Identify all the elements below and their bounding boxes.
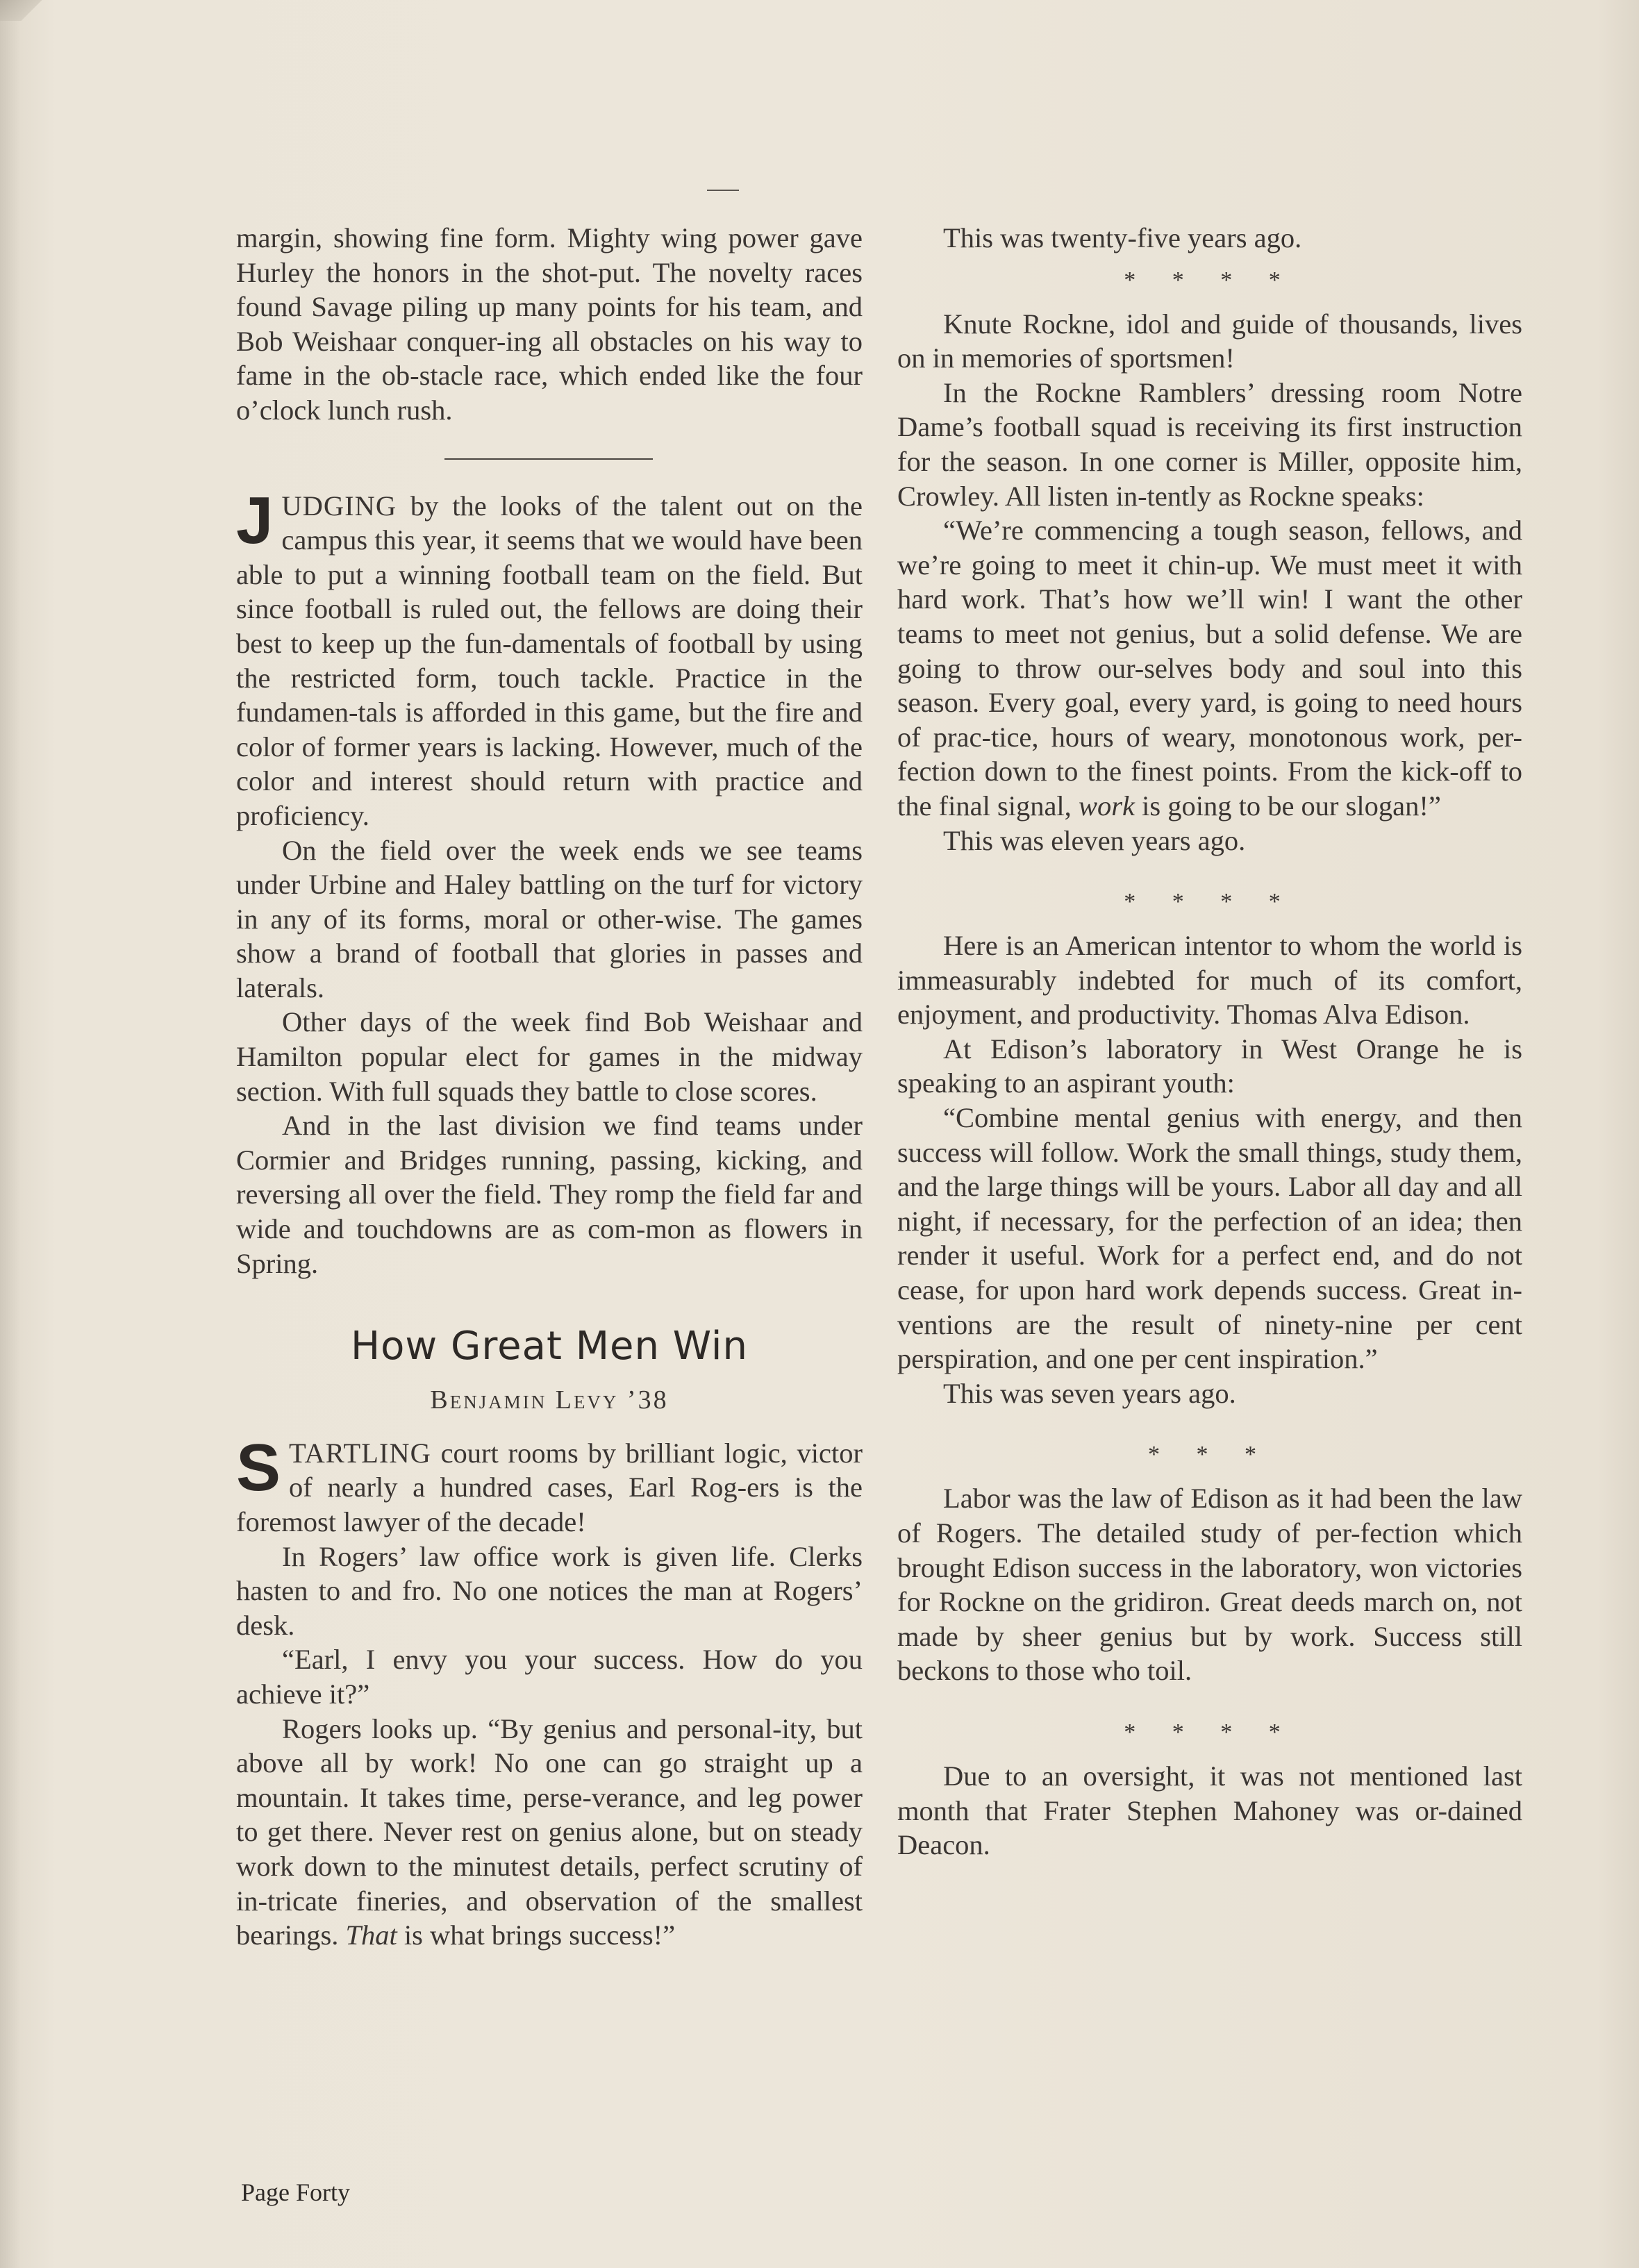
judging-paragraph: [236, 483, 863, 833]
rockne-quote-emphasis: work: [1078, 790, 1135, 822]
twentyfive-paragraph: This was twenty-five years ago.: [943, 222, 1302, 253]
judging-lead: UDGING: [281, 490, 397, 522]
seven-paragraph: This was seven years ago.: [943, 1377, 1236, 1409]
other-days-paragraph: Other days of the week find Bob Weishaar and Hamilton popular elect for games in the midway section. With full squads they battle to close scores.: [236, 1006, 863, 1107]
startling-lead: TARTLING: [289, 1437, 431, 1469]
envy-paragraph: “Earl, I envy you your success. How do you achieve it?”: [236, 1644, 863, 1710]
eleven-paragraph: This was eleven years ago.: [943, 824, 1246, 856]
article-title: How Great Men Win: [351, 1324, 748, 1369]
rockne-quote-a: “We’re commencing a tough season, fellows, and we’re going to meet it chin-up. We must meet it with hard work. That’s how we’ll win! I want the other teams to meet not genius, but a solid defense. We are going to throw our-selves body and soul into this season. Every goal, every yard, is going to need hours of prac-tice, hours of weary, monotonous work, per-fection down to the finest points. From the kick-off to the final signal,: [897, 515, 1522, 822]
section-stars: * * * *: [1124, 889, 1296, 915]
top-dash: [707, 190, 739, 191]
labor-paragraph: Labor was the law of Edison as it had been the law of Rogers. The detailed study of per-fection which brought Edison success in the laboratory, won victories for Rockne on the gridiron. Great deeds march on, not made by sheer genius but by work. Success still beckons to those who toil.: [897, 1483, 1522, 1687]
section-rule: [444, 458, 653, 460]
intro-paragraph: margin, showing fine form. Mighty wing power gave Hurley the honors in the shot-put. The novelty races found Savage piling up many points for his team, and Bob Weishaar conquer-ing all obstacles on his way to fame in the ob-stacle race, which ended like the four o’clock lunch rush.: [236, 222, 863, 426]
startling-paragraph: [236, 1430, 863, 1540]
rogers-text-b: is what brings success!”: [397, 1919, 676, 1951]
law-office-paragraph: In Rogers’ law office work is given life. Clerks hasten to and fro. No one notices the man at Rogers’ desk.: [236, 1540, 863, 1641]
edison-intro-paragraph: Here is an American intentor to whom the world is immeasurably indebted for much of its comfort, enjoyment, and productivity. Thomas Alva Edison.: [897, 930, 1522, 1031]
rockne-idol-paragraph: Knute Rockne, idol and guide of thousands, lives on in memories of sportsmen!: [897, 308, 1522, 374]
edison-quote-paragraph: “Combine mental genius with energy, and then success will follow. Work the small things, study them, and the large things will be yours. Labor all day and all night, if necessary, for the perfection of an idea; then render it useful. Work for a perfect end, and do not cease, for upon hard work depends success. Great in-ventions are the result of ninety-nine per cent perspiration, and one per cent inspiration.”: [897, 1102, 1522, 1375]
rogers-paragraph: [236, 1712, 863, 1953]
rockne-room-paragraph: In the Rockne Ramblers’ dressing room Notre Dame’s football squad is receiving its first instruction for the season. In one corner is Miller, opposite him, Crowley. All listen in-tently as Rockne speaks:: [897, 376, 1522, 512]
edison-lab-paragraph: At Edison’s laboratory in West Orange he is speaking to an aspirant youth:: [897, 1033, 1522, 1099]
page-number: Page Forty: [241, 2178, 350, 2206]
section-stars: * * * *: [1124, 1719, 1296, 1745]
rogers-emphasis: That: [345, 1919, 397, 1951]
rockne-quote-b: is going to be our slogan!”: [1134, 790, 1441, 822]
dropcap-s: S: [236, 1430, 281, 1505]
startling-rest: court rooms by brilliant logic, victor of nearly a hundred cases, Earl Rog-ers is the foremost lawyer of the decade!: [236, 1437, 863, 1537]
left-column: [236, 221, 863, 1953]
folded-corner: [0, 0, 49, 21]
byline: Benjamin Levy ’38: [430, 1385, 669, 1415]
rogers-text-a: Rogers looks up. “By genius and personal-ity, but above all by work! No one can go straight up a mountain. It takes time, perse-verance, and leg power to get there. Never rest on genius alone, but on steady work down to the minutest details, perfect scrutiny of in-tricate fineries, and observation of the smallest bearings.: [236, 1712, 863, 1951]
dropcap-j: J: [236, 483, 274, 558]
last-division-paragraph: And in the last division we find teams under Cormier and Bridges running, passing, kicking, and reversing all over the field. They romp the field far and wide and touchdowns are as com-mon as flowers in Spring.: [236, 1110, 863, 1279]
section-stars: * * *: [1148, 1442, 1272, 1468]
section-stars: * * * *: [1124, 267, 1296, 293]
judging-rest: by the looks of the talent out on the campus this year, it seems that we would have been able to put a winning football team on the field. But since football is ruled out, the fellows are doing their best to keep up the fun-damentals of football by using the restricted form, touch tackle. Practice in the fundamen-tals is afforded in this game, but the fire and color of former years is lacking. However, much of the color and interest should return with practice and proficiency.: [236, 490, 863, 831]
rockne-quote-paragraph: [897, 513, 1522, 823]
oversight-paragraph: Due to an oversight, it was not mentioned last month that Frater Stephen Mahoney was or-dained Deacon.: [897, 1760, 1522, 1861]
field-paragraph: On the field over the week ends we see teams under Urbine and Haley battling on the turf for victory in any of its forms, moral or other-wise. The games show a brand of football that glories in passes and laterals.: [236, 834, 863, 1003]
right-column: [897, 221, 1522, 1862]
